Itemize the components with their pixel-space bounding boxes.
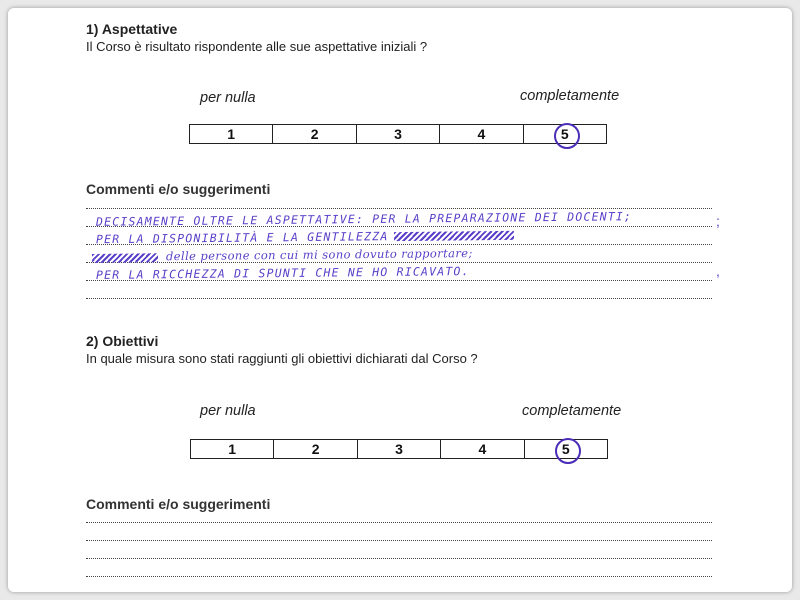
comment-line bbox=[86, 576, 712, 577]
survey-page bbox=[8, 8, 792, 592]
scale-low-label: per nulla bbox=[200, 403, 256, 419]
section-question: Il Corso è risultato rispondente alle sue aspettative iniziali ? bbox=[86, 39, 428, 54]
rating-option[interactable]: 1 bbox=[191, 440, 274, 458]
handwritten-comment-line: PER LA RICCHEZZA DI SPUNTI CHE NE HO RICAVATO. bbox=[95, 264, 470, 282]
scribble-mark bbox=[394, 231, 514, 241]
comment-line bbox=[86, 298, 712, 299]
comments-heading: Commenti e/o suggerimenti bbox=[86, 496, 271, 512]
section-question: In quale misura sono stati raggiunti gli obiettivi dichiarati dal Corso ? bbox=[86, 351, 478, 366]
rating-option[interactable]: 4 bbox=[441, 440, 524, 458]
rating-option-selected[interactable]: 5 bbox=[524, 125, 606, 143]
handwritten-text: delle persone con cui mi sono dovuto rapportare; bbox=[165, 246, 473, 264]
rating-option[interactable]: 3 bbox=[357, 125, 440, 143]
rating-option[interactable]: 4 bbox=[440, 125, 523, 143]
rating-option[interactable]: 3 bbox=[358, 440, 441, 458]
comment-line bbox=[86, 558, 712, 559]
rating-option[interactable]: 1 bbox=[190, 125, 273, 143]
comment-line bbox=[86, 522, 712, 523]
rating-scale bbox=[189, 124, 607, 144]
comments-heading: Commenti e/o suggerimenti bbox=[86, 181, 271, 197]
scribble-mark bbox=[92, 253, 158, 263]
section-title: 1) Aspettative bbox=[86, 21, 178, 37]
handwritten-comment-line: DECISAMENTE OLTRE LE ASPETTATIVE: PER LA PREPARAZIONE DEI DOCENTI; bbox=[95, 209, 633, 229]
rating-option[interactable]: 2 bbox=[274, 440, 357, 458]
scale-high-label: completamente bbox=[520, 88, 620, 104]
ink-tick-mark: ; bbox=[716, 213, 720, 229]
ink-tick-mark: , bbox=[716, 263, 720, 279]
handwritten-text: PER LA DISPONIBILITÀ E LA GENTILEZZA bbox=[95, 229, 389, 247]
rating-scale bbox=[190, 439, 608, 459]
comment-line bbox=[86, 540, 712, 541]
scale-low-label: per nulla bbox=[200, 90, 256, 106]
section-title: 2) Obiettivi bbox=[86, 333, 159, 349]
scale-high-label: completamente bbox=[522, 403, 622, 419]
rating-option[interactable]: 2 bbox=[273, 125, 356, 143]
rating-option-selected[interactable]: 5 bbox=[525, 440, 607, 458]
